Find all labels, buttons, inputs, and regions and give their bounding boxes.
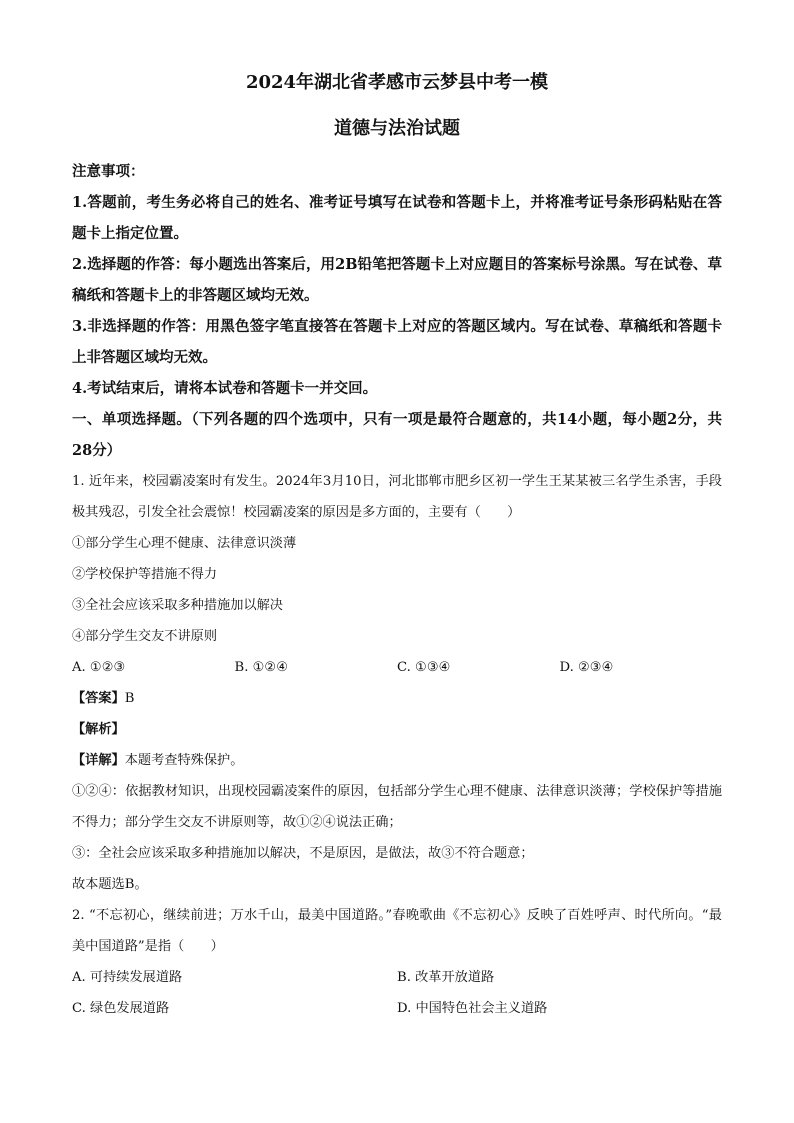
question-1-statement-4: ④部分学生交友不讲原则: [72, 629, 218, 644]
question-1-stem: 1. 近年来，校园霸凌案时有发生。2024年3月10日，河北邯郸市肥乡区初一学生王某某被三名学生杀害，手段极其残忍，引发全社会震惊！校园霸凌案的原因是多方面的，主要有（ ）: [72, 474, 722, 520]
question-1-analysis-label: [72, 714, 722, 745]
question-2: [72, 900, 722, 1024]
section-heading: 一、单项选择题。（下列各题的四个选项中，只有一项是最符合题意的，共14小题，每小题2分，共28分）: [72, 411, 722, 459]
question-1-statement-3: ③全社会应该采取多种措施加以解决: [72, 598, 283, 613]
question-1-detail: [72, 745, 722, 776]
question-1-option-a: A. ①②③: [72, 660, 126, 675]
answer-label: 【答案】: [72, 691, 125, 706]
question-2-stem: 2. “不忘初心，继续前进；万水千山，最美中国道路。”春晚歌曲《不忘初心》反映了百姓呼声、时代所向。“最美中国道路”是指（ ）: [72, 908, 722, 954]
question-2-option-c: C. 绿色发展道路: [72, 1001, 170, 1016]
notice-item-3: 3.非选择题的作答：用黑色签字笔直接答在答题卡上对应的答题区域内。写在试卷、草稿纸和答题卡上非答题区域均无效。: [72, 318, 722, 366]
notice-heading: 注意事项：: [72, 163, 145, 180]
question-2-option-a: A. 可持续发展道路: [72, 970, 183, 985]
question-1-explain-2: ③：全社会应该采取多种措施加以解决，不是原因，是做法，故③不符合题意；: [72, 846, 534, 861]
question-1-explain-1: ①②④：依据教材知识，出现校园霸凌案件的原因，包括部分学生心理不健康、法律意识淡薄；学校保护等措施不得力；部分学生交友不讲原则等，故①②④说法正确；: [72, 784, 722, 830]
detail-label: 【详解】: [72, 753, 125, 768]
question-2-options: [72, 962, 722, 1024]
answer-value: B: [124, 691, 135, 706]
notice-item-2: 2.选择题的作答：每小题选出答案后，用2B铅笔把答题卡上对应题目的答案标号涂黑。写在试卷、草稿纸和答题卡上的非答题区域均无效。: [72, 256, 722, 304]
question-1-statement-1: ①部分学生心理不健康、法律意识淡薄: [72, 536, 297, 551]
detail-text: 本题考查特殊保护。: [124, 753, 244, 768]
question-1-statement-2: ②学校保护等措施不得力: [72, 567, 218, 582]
question-1-options: [72, 652, 722, 683]
question-1-answer: [72, 683, 722, 714]
question-1-option-c: C. ①③④: [397, 660, 451, 675]
analysis-label: 【解析】: [72, 722, 125, 737]
page-subtitle: 道德与法治试题: [334, 118, 460, 139]
page-title: 2024年湖北省孝感市云梦县中考一模: [245, 72, 549, 93]
question-1-option-d: D. ②③④: [559, 660, 614, 675]
question-1-option-b: B. ①②④: [234, 660, 289, 675]
question-2-option-b: B. 改革开放道路: [397, 970, 495, 985]
question-1: [72, 466, 722, 900]
notice-item-4: 4.考试结束后，请将本试卷和答题卡一并交回。: [72, 380, 378, 397]
notice-item-1: 1.答题前，考生务必将自己的姓名、准考证号填写在试卷和答题卡上，并将准考证号条形码粘贴在答题卡上指定位置。: [72, 194, 722, 242]
question-1-conclusion: 故本题选B。: [72, 877, 148, 892]
notice-section: [72, 156, 722, 404]
question-2-option-d: D. 中国特色社会主义道路: [397, 1001, 548, 1016]
